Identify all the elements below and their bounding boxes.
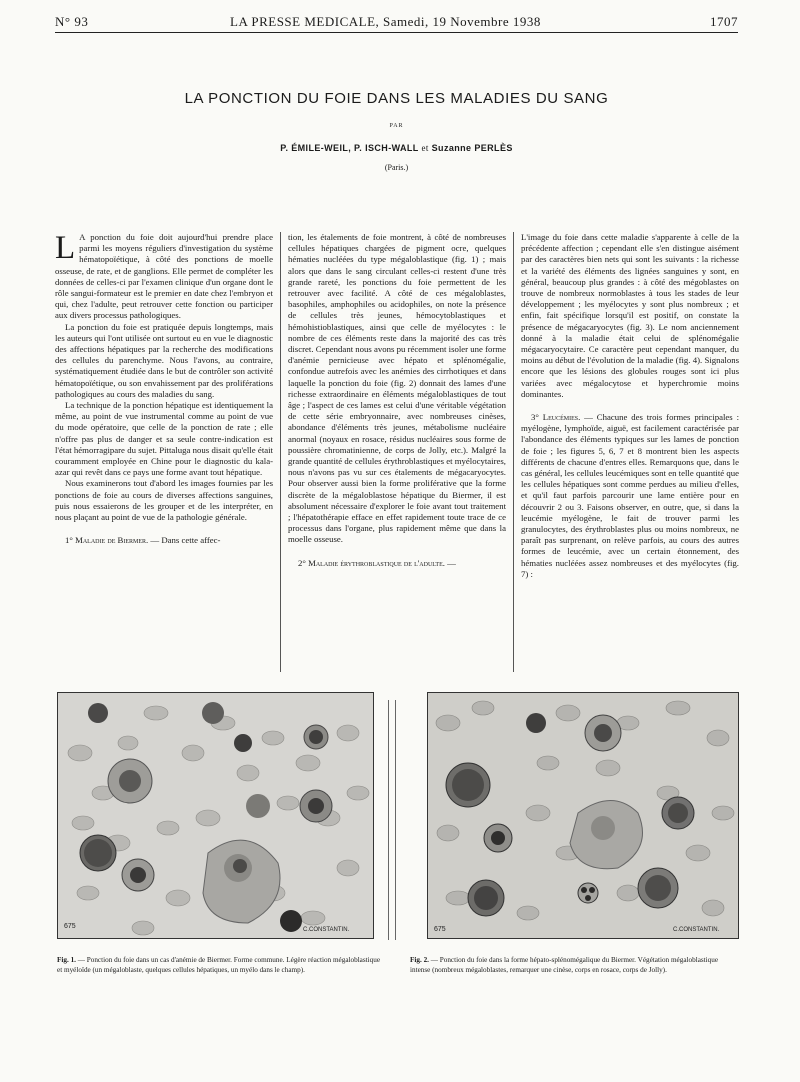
author-name-last: Suzanne PERLÈS bbox=[431, 143, 513, 153]
section-title: Leucémies. bbox=[542, 412, 581, 423]
section-title: Maladie de Biermer. bbox=[75, 535, 149, 546]
paragraph: La ponction du foie est pratiquée depuis longtemps, mais les auteurs qui l'ont utilisée ont surtout eu en vue le diagnostic des affections hépatiques par la recherche des modifications des cellules du parenchyme. Nous l'avons, au contraire, systématiquement étudiée dans le but de contrôler son activité hématopoïétique, ou son envahissement par des proliférations pathologiques au cours des maladies du sang. bbox=[55, 321, 273, 399]
byline-par: PAR bbox=[389, 123, 404, 129]
paragraph bbox=[55, 232, 273, 322]
section-heading bbox=[288, 558, 506, 569]
figure-label: Fig. 1. bbox=[57, 956, 76, 964]
author-place: (Paris.) bbox=[384, 163, 409, 172]
section-text: — Dans cette affec- bbox=[150, 535, 221, 546]
column-divider bbox=[513, 232, 514, 672]
text-column-2 bbox=[288, 232, 506, 569]
paragraph: L'image du foie dans cette maladie s'apparente à celle de la précédente affection ; cependant elle s'en distingue aisément par des caractères bien nets qui sont les suivants : la richesse et la variété des éléments des lignées sanguines y sont, en général, beaucoup plus grandes : à côté des mégoblastes on trouve de nombreux normoblastes à tous les stades de leur développement ; les myélocytes y sont plus nombreux ; et enfin, fait spécifique lorsqu'il est positif, on constate la présence de mégacaryocytes (fig. 3). Le nom anciennement donné à la maladie était celui de splénomégalie mégacaryocytaire. Ce caractère peut cependant manquer, du moins au début de l'évolution de la maladie (fig. 4). Signalons encore que les lésions des globules rouges sont ici plus variées avec mégalocytose et hyperchromie moins dominantes. bbox=[521, 232, 739, 399]
figure-divider bbox=[388, 700, 389, 940]
figure-mark: 675 bbox=[64, 923, 76, 930]
running-header bbox=[55, 10, 738, 33]
author-conjunction: et bbox=[421, 143, 429, 153]
micrograph-image bbox=[58, 693, 373, 938]
micrograph-image bbox=[428, 693, 738, 938]
figure-divider bbox=[395, 700, 396, 940]
section-title: Maladie érythroblastique de l'adulte. bbox=[308, 557, 445, 568]
paragraph: tion, les étalements de foie montrent, à côté de nombreuses cellules hépatiques chargées de pigment ocre, quelques hématies nucléées du type mégaloblastique (fig. 1) ; mais alors que dans le sang circulant celles-ci restent d'une très grande rareté, les ponctions du foie permettent de les retrouver avec facilité. A côté de ces mégaloblastes, basophiles, amphophiles ou acidophiles, on note la présence de cellules très jeunes, hémocytoblastiques et hémohistioblastiques, ainsi que celle de myélocytes : le nombre de ces éléments reste dans la majorité des cas très discret. Cependant nous avons pu récemment isoler une forme d'anémie pernicieuse avec hépato et splénomégalie, confondue autrefois avec les anémies des cirrhotiques et dans laquelle la ponction du foie (fig. 2) donnait des lames d'une richesse extraordinaire en éléments mégaloblastiques de tout âge ; l'aspect de ces lames est celui d'une véritable végétation de cette série embryonnaire, avec nombreuses cinèses, abondance d'éléments très jeunes, métabolisme nucléaire anormal (noyaux en rosace, résidus nucléaires sous forme de poussière chromatinienne, de corps de Jolly, etc.). Malgré la grande quantité de cellules érythroblastiques et myélocytaires, nous n'avons pas vu sur ces étalements de mégacaryocytes. Pour observer aussi bien la forme proliférative que la forme discrète de la mégaloblastose hépatique du Biermer, il est absolument nécessaire d'explorer le foie avant tout traitement ; l'hépatothérapie efface en effet rapidement toute trace de ce processus dans l'organe, plus rapidement même que dans la moelle osseuse. bbox=[288, 232, 506, 545]
paragraph-text: A ponction du foie doit aujourd'hui prendre place parmi les moyens réguliers d'investigation du système hématopoïétique, à côté des ponctions de moelle osseuse, de rate, et de ganglions. Elle permet de compléter les données de celles-ci par l'examen clinique d'un organe dont le rôle sangui-formateur est le premier en date chez l'embryon et qui, chez l'adulte, peut retrouver cette fonction ou participer aux divers processus pathologiques. bbox=[55, 232, 273, 321]
section-heading bbox=[521, 412, 739, 580]
section-number: 1° bbox=[65, 535, 73, 546]
figure-1-caption bbox=[57, 956, 383, 975]
text-column-1 bbox=[55, 232, 273, 546]
drop-cap: L bbox=[55, 230, 76, 266]
section-heading bbox=[55, 535, 273, 546]
author-names: P. ÉMILE-WEIL, P. ISCH-WALL bbox=[280, 143, 419, 153]
figure-caption-text: — Ponction du foie dans un cas d'anémie de Biermer. Forme commune. Légère réaction mégaloblastique et myéloïde (un mégaloblaste, quelques cellules hépatiques, un myélo dans le champ). bbox=[57, 956, 381, 974]
section-text: — bbox=[447, 557, 456, 568]
article-title: LA PONCTION DU FOIE DANS LES MALADIES DU SANG bbox=[184, 90, 609, 107]
figure-2-caption bbox=[410, 956, 740, 975]
figure-1-micrograph bbox=[57, 692, 374, 939]
paragraph: La technique de la ponction hépatique est identiquement la même, au point de vue instrumental comme au point de vue du mode opératoire, que celle de la ponction de rate ; elle n'offre pas plus de danger et sa seule contre-indication est l'état hémorragipare du sujet. Pittaluga nous disait qu'elle était couramment employée en Chine pour le diagnostic du kala-azar qui revêt dans ce pays une forme avant tout hépatique. bbox=[55, 400, 273, 478]
section-text: — Chacune des trois formes principales : myélogène, lymphoïde, aiguë, est facilement caractérisée par l'abondance des éléments typiques sur les lames de ponction de foie ; les figures 5, 6, 7 et 8 montrent bien les aspects différents de chacune d'entres elles. Remarquons que, dans le cas général, les cellules leucémiques sont en telle quantité que les cellules hépatiques sont comme perdues au milieu d'elles, et qu'il faut parfois parcourir une lame entière pour en découvrir 2 ou 3. Faisons observer, en outre, que, si dans la leucémie myélogène, le fait de trouver parmi les granulocytes, des érythroblastes plus ou moins nombreux, ne paraît pas surprenant, on relève parfois, au cours des autres formes de leucémie, avec un certain étonnement, des hématies nucléées assez nombreuses et des myélocytes (fig. 7) : bbox=[521, 412, 739, 579]
figure-mark: 675 bbox=[434, 926, 446, 933]
issue-number: N° 93 bbox=[55, 14, 89, 29]
column-divider bbox=[280, 232, 281, 672]
illustrator-signature: C.CONSTANTIN. bbox=[303, 927, 350, 933]
page-number: 1707 bbox=[710, 14, 738, 29]
figure-label: Fig. 2. bbox=[410, 956, 429, 964]
section-number: 3° bbox=[531, 412, 539, 423]
figure-caption-text: — Ponction du foie dans la forme hépato-splénomégalique du Biermer. Végétation mégaloblastique intense (nombreux mégaloblastes, remarquer une cinèse, corps en rosace, corps de Jolly). bbox=[410, 956, 719, 974]
paragraph: Nous examinerons tout d'abord les images fournies par les ponctions de foie au cours de diverses affections sanguines, puis nous essaierons de les grouper et de les interpréter, en nous plaçant au point de vue de la pathologie générale. bbox=[55, 478, 273, 523]
journal-title: LA PRESSE MEDICALE, Samedi, 19 Novembre 1938 bbox=[230, 14, 541, 29]
text-column-3 bbox=[521, 232, 739, 580]
illustrator-signature: C.CONSTANTIN. bbox=[673, 927, 720, 933]
authors bbox=[55, 143, 738, 153]
section-number: 2° bbox=[298, 557, 306, 568]
figure-2-micrograph bbox=[427, 692, 739, 939]
